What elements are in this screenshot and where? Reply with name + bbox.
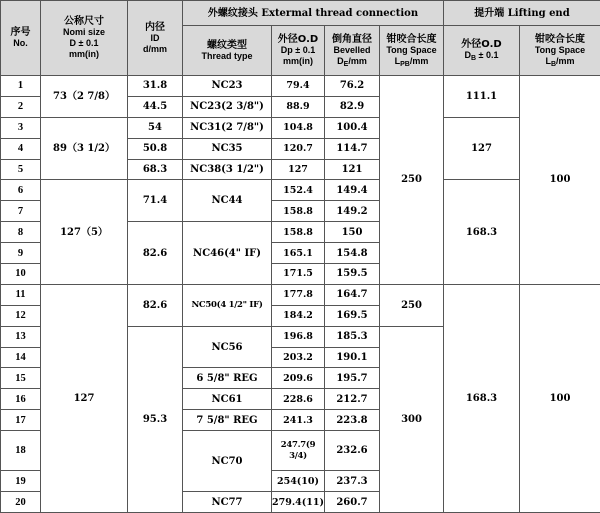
bevelled-diameter-cell: 149.4 xyxy=(325,180,380,201)
outer-diameter-cell: 203.2 xyxy=(272,347,325,368)
header-thread-type: 螺纹类型 Thread type xyxy=(183,26,272,76)
inner-diameter-cell: 95.3 xyxy=(128,326,183,512)
nominal-size-cell: 89（3 1/2） xyxy=(41,117,128,180)
thread-type-cell: NC23(2 3/8") xyxy=(183,96,272,117)
bevelled-diameter-cell: 150 xyxy=(325,222,380,243)
row-number: 2 xyxy=(1,96,41,117)
nominal-size-cell: 127（5） xyxy=(41,180,128,284)
thread-type-cell: NC31(2 7/8") xyxy=(183,117,272,138)
lifting-outer-diameter-cell: 111.1 xyxy=(444,76,520,118)
thread-type-cell: 7 5/8" REG xyxy=(183,410,272,431)
bevelled-diameter-cell: 76.2 xyxy=(325,76,380,97)
outer-diameter-cell: 209.6 xyxy=(272,368,325,389)
inner-diameter-cell: 44.5 xyxy=(128,96,183,117)
outer-diameter-cell: 158.8 xyxy=(272,201,325,222)
outer-diameter-cell: 247.7(9 3/4) xyxy=(272,431,325,471)
row-number: 20 xyxy=(1,492,41,513)
bevelled-diameter-cell: 223.8 xyxy=(325,410,380,431)
row-number: 17 xyxy=(1,410,41,431)
bevelled-diameter-cell: 195.7 xyxy=(325,368,380,389)
header-bevelled-diameter: 倒角直径 Bevelled $D_E/mm$ xyxy=(325,26,380,76)
inner-diameter-cell: 82.6 xyxy=(128,284,183,326)
inner-diameter-cell: 31.8 xyxy=(128,76,183,97)
table-row xyxy=(1,76,600,97)
outer-diameter-cell: 158.8 xyxy=(272,222,325,243)
nominal-size-cell: 73（2 7/8） xyxy=(41,76,128,118)
outer-diameter-cell: 88.9 xyxy=(272,96,325,117)
row-number: 11 xyxy=(1,284,41,305)
bevelled-diameter-cell: 82.9 xyxy=(325,96,380,117)
thread-type-cell: NC56 xyxy=(183,326,272,368)
thread-type-cell: NC61 xyxy=(183,389,272,410)
thread-type-cell: NC77 xyxy=(183,492,272,513)
outer-diameter-cell: 127 xyxy=(272,159,325,180)
thread-type-cell: NC46(4" IF) xyxy=(183,222,272,285)
thread-type-cell: NC44 xyxy=(183,180,272,222)
outer-diameter-cell: 120.7 xyxy=(272,138,325,159)
outer-diameter-cell: 241.3 xyxy=(272,410,325,431)
nominal-size-cell: 127 xyxy=(41,284,128,512)
inner-diameter-cell: 71.4 xyxy=(128,180,183,222)
row-number: 18 xyxy=(1,431,41,471)
header-seq: 序号 No. xyxy=(1,1,41,76)
table-row xyxy=(1,284,600,305)
row-number: 19 xyxy=(1,471,41,492)
table-row xyxy=(1,117,600,138)
row-number: 16 xyxy=(1,389,41,410)
thread-type-cell: NC38(3 1/2") xyxy=(183,159,272,180)
header-tong-space-external: 钳咬合长度 Tong Space $L_{PB}/mm$ xyxy=(380,26,444,76)
outer-diameter-cell: 228.6 xyxy=(272,389,325,410)
row-number: 9 xyxy=(1,243,41,264)
row-number: 8 xyxy=(1,222,41,243)
row-number: 12 xyxy=(1,305,41,326)
lifting-outer-diameter-cell: 168.3 xyxy=(444,180,520,284)
outer-diameter-cell: 196.8 xyxy=(272,326,325,347)
outer-diameter-cell: 171.5 xyxy=(272,264,325,285)
bevelled-diameter-cell: 185.3 xyxy=(325,326,380,347)
lifting-outer-diameter-cell: 127 xyxy=(444,117,520,180)
inner-diameter-cell: 82.6 xyxy=(128,222,183,285)
bevelled-diameter-cell: 159.5 xyxy=(325,264,380,285)
bevelled-diameter-cell: 154.8 xyxy=(325,243,380,264)
header-lifting-end-group: 提升端 Lifting end xyxy=(444,1,600,26)
bevelled-diameter-cell: 237.3 xyxy=(325,471,380,492)
row-number: 1 xyxy=(1,76,41,97)
thread-type-cell: 6 5/8" REG xyxy=(183,368,272,389)
outer-diameter-cell: 104.8 xyxy=(272,117,325,138)
header-inner-diameter: 内径 ID d/mm xyxy=(128,1,183,76)
thread-type-cell: NC70 xyxy=(183,431,272,492)
row-number: 15 xyxy=(1,368,41,389)
row-number: 10 xyxy=(1,264,41,285)
header-external-thread-group: 外螺纹接头 Extermal thread connection xyxy=(183,1,444,26)
bevelled-diameter-cell: 232.6 xyxy=(325,431,380,471)
row-number: 7 xyxy=(1,201,41,222)
outer-diameter-cell: 79.4 xyxy=(272,76,325,97)
bevelled-diameter-cell: 100.4 xyxy=(325,117,380,138)
tong-space-external-cell: 300 xyxy=(380,326,444,512)
outer-diameter-cell: 152.4 xyxy=(272,180,325,201)
bevelled-diameter-cell: 190.1 xyxy=(325,347,380,368)
bevelled-diameter-cell: 114.7 xyxy=(325,138,380,159)
header-nominal-size: 公称尺寸 Nomi size D ± 0.1 mm(in) xyxy=(41,1,128,76)
row-number: 6 xyxy=(1,180,41,201)
bevelled-diameter-cell: 212.7 xyxy=(325,389,380,410)
tong-space-lifting-cell: 100 xyxy=(520,76,600,285)
lifting-outer-diameter-cell: 168.3 xyxy=(444,284,520,512)
table-row xyxy=(1,180,600,201)
row-number: 3 xyxy=(1,117,41,138)
inner-diameter-cell: 50.8 xyxy=(128,138,183,159)
inner-diameter-cell: 68.3 xyxy=(128,159,183,180)
inner-diameter-cell: 54 xyxy=(128,117,183,138)
outer-diameter-cell: 254(10) xyxy=(272,471,325,492)
tong-space-lifting-cell: 100 xyxy=(520,284,600,512)
thread-type-cell: NC50(4 1/2" IF) xyxy=(183,284,272,326)
outer-diameter-cell: 279.4(11) xyxy=(272,492,325,513)
outer-diameter-cell: 165.1 xyxy=(272,243,325,264)
bevelled-diameter-cell: 260.7 xyxy=(325,492,380,513)
bevelled-diameter-cell: 121 xyxy=(325,159,380,180)
tong-space-external-cell: 250 xyxy=(380,76,444,285)
thread-type-cell: NC35 xyxy=(183,138,272,159)
outer-diameter-cell: 177.8 xyxy=(272,284,325,305)
bevelled-diameter-cell: 149.2 xyxy=(325,201,380,222)
row-number: 4 xyxy=(1,138,41,159)
thread-type-cell: NC23 xyxy=(183,76,272,97)
header-outer-diameter: 外径O.D Dp ± 0.1 mm(in) xyxy=(272,26,325,76)
header-tong-space-lifting: 钳咬合长度 Tong Space $L_B/mm$ xyxy=(520,26,600,76)
tong-space-external-cell: 250 xyxy=(380,284,444,326)
bevelled-diameter-cell: 169.5 xyxy=(325,305,380,326)
header-lifting-outer-diameter: 外径O.D $D_B \pm 0.1$ xyxy=(444,26,520,76)
row-number: 5 xyxy=(1,159,41,180)
bevelled-diameter-cell: 164.7 xyxy=(325,284,380,305)
outer-diameter-cell: 184.2 xyxy=(272,305,325,326)
row-number: 14 xyxy=(1,347,41,368)
row-number: 13 xyxy=(1,326,41,347)
